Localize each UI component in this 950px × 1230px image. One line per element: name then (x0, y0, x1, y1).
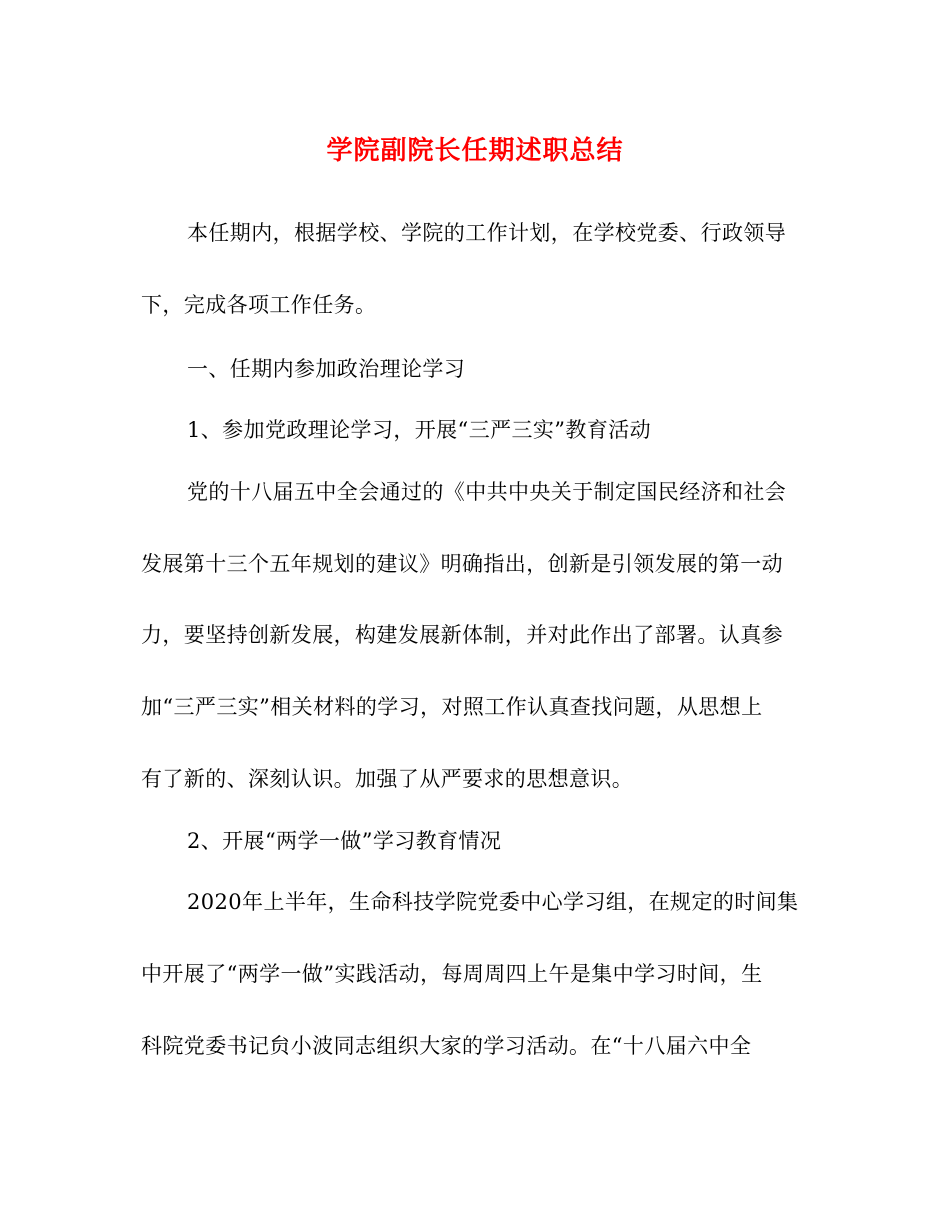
body-line-7: 力，要坚持创新发展，构建发展新体制，并对此作出了部署。认真参 (141, 623, 783, 647)
body-line-8: 加“三严三实”相关材料的学习，对照工作认真查找问题，从思想上 (141, 695, 763, 719)
body-line-6: 发展第十三个五年规划的建议》明确指出，创新是引领发展的第一动 (141, 552, 783, 576)
body-line-11: 2020年上半年，生命科技学院党委中心学习组，在规定的时间集 (187, 890, 799, 914)
body-line-13: 科院党委书记贠小波同志组织大家的学习活动。在“十八届六中全 (141, 1034, 752, 1058)
body-line-5: 党的十八届五中全会通过的《中共中央关于制定国民经济和社会 (187, 480, 787, 504)
body-line-1: 本任期内，根据学校、学院的工作计划，在学校党委、行政领导 (187, 221, 787, 245)
section-heading-1: 一、任期内参加政治理论学习 (187, 357, 466, 381)
body-line-12: 中开展了“两学一做”实践活动，每周周四上午是集中学习时间，生 (141, 962, 763, 986)
body-line-2: 下，完成各项工作任务。 (141, 293, 377, 317)
document-title: 学院副院长任期述职总结 (326, 136, 624, 166)
body-line-9: 有了新的、深刻认识。加强了从严要求的思想意识。 (141, 767, 634, 791)
subsection-heading-2: 2、开展“两学一做”学习教育情况 (187, 829, 502, 853)
subsection-heading-1: 1、参加党政理论学习，开展“三严三实”教育活动 (187, 418, 652, 442)
